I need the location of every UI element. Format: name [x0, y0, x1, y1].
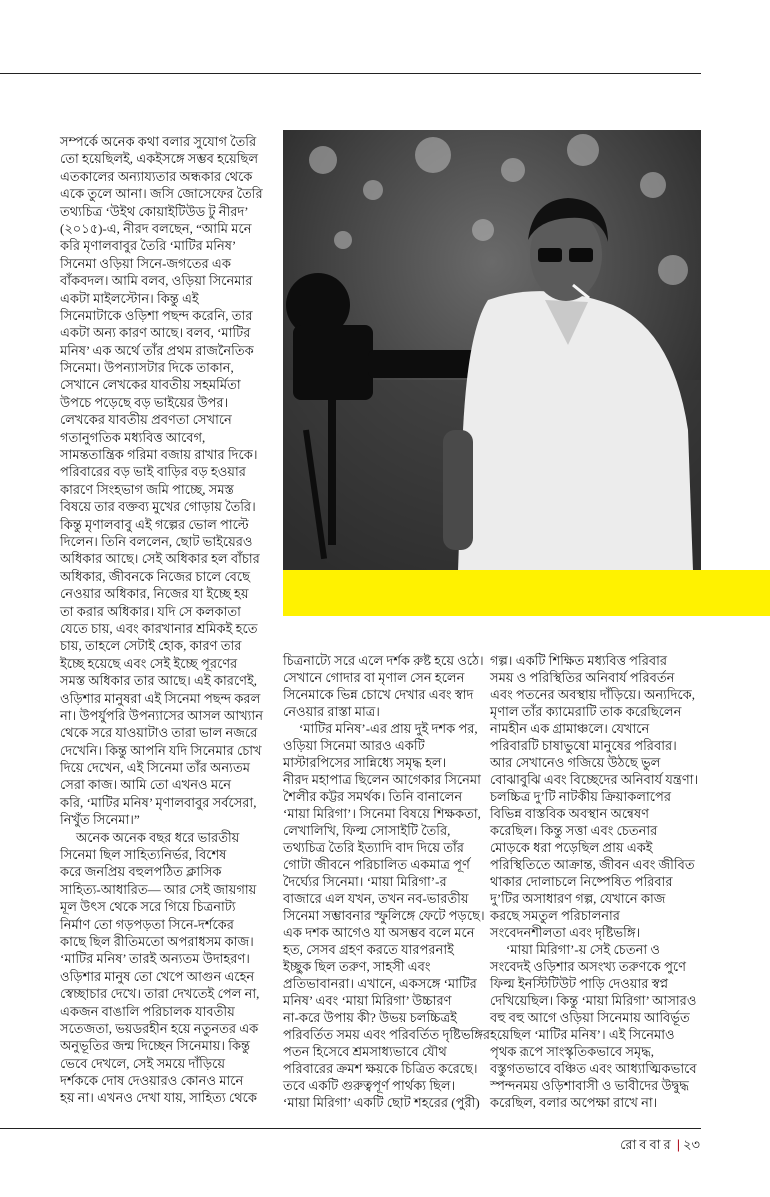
text-line: বিষয়ে তার বক্তব্য মুখের গোড়ায় তৈরি।: [60, 499, 256, 515]
text-line: নীরদ মহাপাত্র ছিলেন আগেকার সিনেমা: [283, 772, 481, 787]
text-line: দেখেনি। কিন্তু আপনি যদি সিনেমার চোখ: [60, 742, 262, 758]
text-line: (২০১৫)-এ, নীরদ বলছেন, “আমি মনে: [60, 220, 252, 236]
text-line: নির্মাণ তো গড়পড়তা সিনে-দর্শকের: [60, 916, 234, 932]
text-line: ইচ্ছুক ছিল তরুণ, সাহসী এবং: [283, 959, 431, 974]
text-line: পরিবারটি চাষাভুষো মানুষের পরিবার।: [490, 738, 677, 753]
text-line: গোটা জীবনে পরিচালিত একমাত্র পূর্ণ: [283, 857, 470, 872]
text-line: হত, সেসব গ্রহণ করতে যারপরনাই: [283, 942, 454, 957]
text-line: সম্পর্কে অনেক কথা বলার সুযোগ তৈরি: [60, 134, 257, 149]
text-line: করি মৃণালবাবুর তৈরি ‘মাটির মনিষ’: [60, 238, 237, 254]
text-line: লেখকের যাবতীয় প্রবণতা সেখানে: [60, 412, 232, 428]
text-line: বহু বহু আগে ওড়িয়া সিনেমায় আবির্ভূত: [490, 1010, 690, 1025]
text-line: করি, ‘মাটির মনিষ’ মৃণালবাবুর সর্বসেরা,: [60, 794, 257, 810]
text-line: চলচ্চিত্র দু’টি নাটকীয় ক্রিয়াকলাপের: [490, 789, 671, 804]
text-line: তবে একটি গুরুত্বপূর্ণ পার্থক্য ছিল।: [283, 1078, 456, 1093]
text-line: না। উপর্যুপরি উপন্যাসের আসল আখ্যান: [60, 707, 263, 723]
text-line: করছে সমতুল পরিচালনার: [490, 908, 620, 923]
article-column-3: [490, 652, 702, 1111]
text-line: অধিকার, জীবনকে নিজের চালে বেছে: [60, 568, 250, 584]
text-line: প্রতিভাবানরা। এখানে, একসঙ্গে ‘মাটির: [283, 976, 477, 991]
yellow-accent-band: [283, 570, 770, 616]
article-photo: [283, 130, 701, 571]
page-footer: [620, 1136, 700, 1157]
text-line: মূল উৎস থেকে সরে গিয়ে চিত্রনাট্য: [60, 899, 236, 915]
text-line: নামহীন এক গ্রামাঞ্চলে। যেখানে: [490, 721, 650, 736]
text-line: এতকালের অন্যায্যতার অন্ধকার থেকে: [60, 168, 253, 184]
text-line: ওড়িশার মানুষরা এই সিনেমা পছন্দ করল: [60, 690, 261, 706]
text-line: উপচে পড়েছে বড় ভাইয়ের উপর।: [60, 394, 229, 410]
magazine-name: রোববার: [620, 1137, 674, 1152]
text-line: তো হয়েছিলই, একইসঙ্গে সম্ভব হয়েছিল: [60, 151, 259, 167]
text-line: পরিস্থিতিতে আক্রান্ত, জীবন এবং জীবিত: [490, 857, 695, 872]
text-line: গল্প। একটি শিক্ষিত মধ্যবিত্ত পরিবার: [490, 653, 668, 668]
text-line: পরিবারের বড় ভাই বাড়ির বড় হওয়ার: [60, 464, 246, 480]
text-line: কিন্তু মৃণালবাবু এই গল্পের ভোল পাল্টে: [60, 516, 249, 532]
text-line: মৃণাল তাঁর ক্যামেরাটি তাক করেছিলেন: [490, 704, 682, 719]
text-line: ‘মায়া মিরিগা’ একটি ছোট শহরের (পুরী): [283, 1095, 480, 1110]
text-line: সেখানে লেখকের যাবতীয় সহমর্মিতা: [60, 377, 241, 393]
text-line: হয়েছিল ‘মাটির মনিষ’। এই সিনেমাও: [490, 1027, 675, 1042]
text-line: থেকে সরে যাওয়াটাও তারা ভাল নজরে: [60, 725, 258, 741]
text-line: বাঁকবদল। আমি বলব, ওড়িয়া সিনেমার: [60, 273, 253, 289]
text-line: পরিবারের ক্রমশ ক্ষয়কে চিত্রিত করেছে।: [283, 1061, 478, 1076]
text-line: শৈলীর কট্টর সমর্থক। তিনি বানালেন: [283, 789, 463, 804]
text-line: সাহিত্য-আধারিত— আর সেই জায়গায়: [60, 881, 257, 897]
text-line: দু’টির অসাধারণ গল্প, যেখানে কাজ: [490, 891, 666, 906]
text-line: তা করার অধিকার। যদি সে কলকাতা: [60, 603, 241, 619]
text-line: দিলেন। তিনি বললেন, ছোট ভাইয়েরও: [60, 533, 253, 549]
text-line: স্পন্দনময় ওড়িশাবাসী ও ভাবীদের উদ্বুদ্ধ: [490, 1078, 689, 1093]
text-line: এবং পতনের অবস্থায় দাঁড়িয়ে। অন্যদিকে,: [490, 687, 695, 702]
text-line: করেছিল। কিন্তু সত্তা এবং চেতনার: [490, 823, 658, 838]
text-line: না-করে উপায় কী? উভয় চলচ্চিত্রই: [283, 1010, 457, 1025]
text-line: তথ্যচিত্র তৈরি ইত্যাদি বাদ দিয়ে তাঁর: [283, 840, 464, 855]
text-line: মোড়কে ধরা পড়েছিল প্রায় একই: [490, 840, 653, 855]
text-line: সেখানে গোদার বা মৃণাল সেন হলেন: [283, 670, 465, 685]
text-line: নিখুঁত সিনেমা।”: [60, 812, 140, 828]
text-line: পরিবর্তিত সময় এবং পরিবর্তিত দৃষ্টিভঙ্গির: [283, 1027, 491, 1042]
text-line: ভেবে দেখলে, সেই সময়ে দাঁড়িয়ে: [60, 1055, 226, 1071]
text-line: বিভিন্ন বাস্তবিক অবস্থান অন্বেষণ: [490, 806, 649, 821]
text-line: দেখিয়েছিল। কিন্তু ‘মায়া মিরিগা’ আসারও: [490, 993, 697, 1008]
text-line: লেখালিখি, ফিল্ম সোসাইটি তৈরি,: [283, 823, 451, 838]
text-line: সিনেমা সম্ভাবনার স্ফুলিঙ্গে ফেটে পড়ছে।: [283, 908, 485, 923]
text-line: সংবেদনশীলতা এবং দৃষ্টিভঙ্গি।: [490, 925, 641, 940]
text-line: ওড়িয়া সিনেমা আরও একটি: [283, 738, 425, 753]
text-line: স্বেচ্ছাচার দেখে। তারা দেখতেই পেল না,: [60, 986, 260, 1002]
text-line: ওড়িশার মানুষ তো খেপে আগুন এহেন: [60, 968, 255, 984]
footer-separator: |: [676, 1137, 681, 1152]
text-line: সময় ও পরিস্থিতির অনিবার্য পরিবর্তন: [490, 670, 675, 685]
text-line: পৃথক রূপে সাংস্কৃতিকভাবে সমৃদ্ধ,: [490, 1044, 654, 1059]
text-line: অনুভূতির জন্ম দিচ্ছেন সিনেমায়। কিন্তু: [60, 1038, 250, 1054]
text-line: চায়, তাহলে সেটাই হোক, কারণ তার: [60, 638, 242, 654]
text-line: বোঝাবুঝি এবং বিচ্ছেদের অনিবার্য যন্ত্রণা।: [490, 772, 699, 787]
text-line: বস্তুগতভাবে বঞ্চিত এবং আধ্যাত্মিকভাবে: [490, 1061, 697, 1076]
text-line: সিনেমা ওড়িয়া সিনে-জগতের এক: [60, 255, 231, 271]
text-line: ‘মাটির মনিষ’ তারই অন্যতম উদাহরণ।: [60, 951, 250, 967]
text-line: মনিষ’ এবং ‘মায়া মিরিগা’ উচ্চারণ: [283, 993, 452, 1008]
text-line: ‘মায়া মিরিগা’-য় সেই চেতনা ও: [506, 942, 660, 957]
text-line: করেছিল, বলার অপেক্ষা রাখে না।: [490, 1095, 658, 1110]
text-line: থাকার দোলাচলে নিষ্পেষিত পরিবার: [490, 874, 673, 889]
text-line: কারণে সিংহভাগ জমি পাচ্ছে, সমস্ত: [60, 481, 234, 497]
bottom-rule: [0, 1128, 701, 1129]
text-line: ‘মায়া মিরিগা’। সিনেমা বিষয়ে শিক্ষকতা,: [283, 806, 481, 821]
text-line: বাজারে এল যখন, তখন নব-ভারতীয়: [283, 891, 469, 906]
text-line: দিয়ে দেখেন, এই সিনেমা তাঁর অন্যতম: [60, 760, 250, 776]
text-line: ইচ্ছে হয়েছে এবং সেই ইচ্ছে পূরণের: [60, 655, 238, 671]
text-line: দর্শককে দোষ দেওয়ারও কোনও মানে: [60, 1073, 244, 1089]
text-line: সিনেমা ছিল সাহিত্যনির্ভর, বিশেষ: [60, 847, 227, 863]
text-line: এক দশক আগেও যা অসম্ভব বলে মনে: [283, 925, 475, 940]
text-line: সংবেদই ওড়িশার অসংখ্য তরুণকে পুণে: [490, 959, 686, 974]
text-line: সেরা কাজ। আমি তো এখনও মনে: [60, 777, 232, 793]
text-line: একটা মাইলস্টোন। কিন্তু এই: [60, 290, 199, 306]
text-line: সতেজতা, ভয়ডরহীন হয়ে নতুনতর এক: [60, 1020, 259, 1036]
text-line: সিনেমা। উপন্যাসটার দিকে তাকান,: [60, 360, 234, 376]
text-line: হয় না। এখনও দেখা যায়, সাহিত্য থেকে: [60, 1090, 257, 1106]
photo-director-with-camera: [283, 130, 701, 571]
text-line: একটা অন্য কারণ আছে। বলব, ‘মাটির: [60, 325, 251, 341]
text-line: আর সেখানেও গজিয়ে উঠছে ভুল: [490, 755, 661, 770]
text-line: সামন্ততান্ত্রিক গরিমা বজায় রাখার দিকে।: [60, 447, 258, 463]
text-line: একজন বাঙালি পরিচালক যাবতীয়: [60, 1003, 235, 1019]
text-line: তথ্যচিত্র ‘উইথ কোয়াইটিউড টু নীরদ’: [60, 203, 249, 219]
text-line: নেওয়ার রাস্তা মাত্র।: [283, 704, 380, 719]
text-line: চিত্রনাট্যে সরে এলে দর্শক রুষ্ট হয়ে ওঠে।: [283, 653, 484, 668]
text-line: যেতে চায়, এবং কারখানার শ্রমিকই হতে: [60, 620, 258, 636]
text-line: পতন হিসেবে শ্রমসাধ্যভাবে যৌথ: [283, 1044, 447, 1059]
article-column-2: [283, 652, 491, 1111]
text-line: কাছে ছিল রীতিমতো অপরাধসম কাজ।: [60, 933, 254, 949]
text-line: ফিল্ম ইনস্টিটিউট পাড়ি দেওয়ার স্বপ্ন: [490, 976, 669, 991]
text-line: গতানুগতিক মধ্যবিত্ত আবেগ,: [60, 429, 206, 445]
text-line: অনেক অনেক বছর ধরে ভারতীয়: [76, 829, 240, 845]
top-rule: [0, 73, 701, 74]
text-line: সিনেমাটাকে ওড়িশা পছন্দ করেনি, তার: [60, 307, 253, 323]
text-line: অধিকার আছে। সেই অধিকার হল বাঁচার: [60, 551, 260, 567]
text-line: মাস্টারপিসের সান্নিধ্যে সমৃদ্ধ হল।: [283, 755, 447, 770]
text-line: দৈর্ঘ্যের সিনেমা। ‘মায়া মিরিগা’-র: [283, 874, 447, 889]
text-line: নেওয়ার অধিকার, নিজের যা ইচ্ছে হয়: [60, 586, 249, 602]
text-line: ‘মাটির মনিষ’-এর প্রায় দুই দশক পর,: [299, 721, 478, 736]
text-line: করে জনপ্রিয় বহুলপঠিত ক্লাসিক: [60, 864, 222, 880]
page-number: ২৩: [683, 1137, 700, 1152]
text-line: একে তুলে আনা। জসি জোসেফের তৈরি: [60, 186, 263, 202]
text-line: মনিষ’ এক অর্থে তাঁর প্রথম রাজনৈতিক: [60, 342, 254, 358]
text-line: সমস্ত অধিকার তার আছে। এই কারণেই,: [60, 673, 258, 689]
text-line: সিনেমাকে ভিন্ন চোখে দেখার এবং স্বাদ: [283, 687, 474, 702]
article-column-1: [60, 133, 278, 1107]
